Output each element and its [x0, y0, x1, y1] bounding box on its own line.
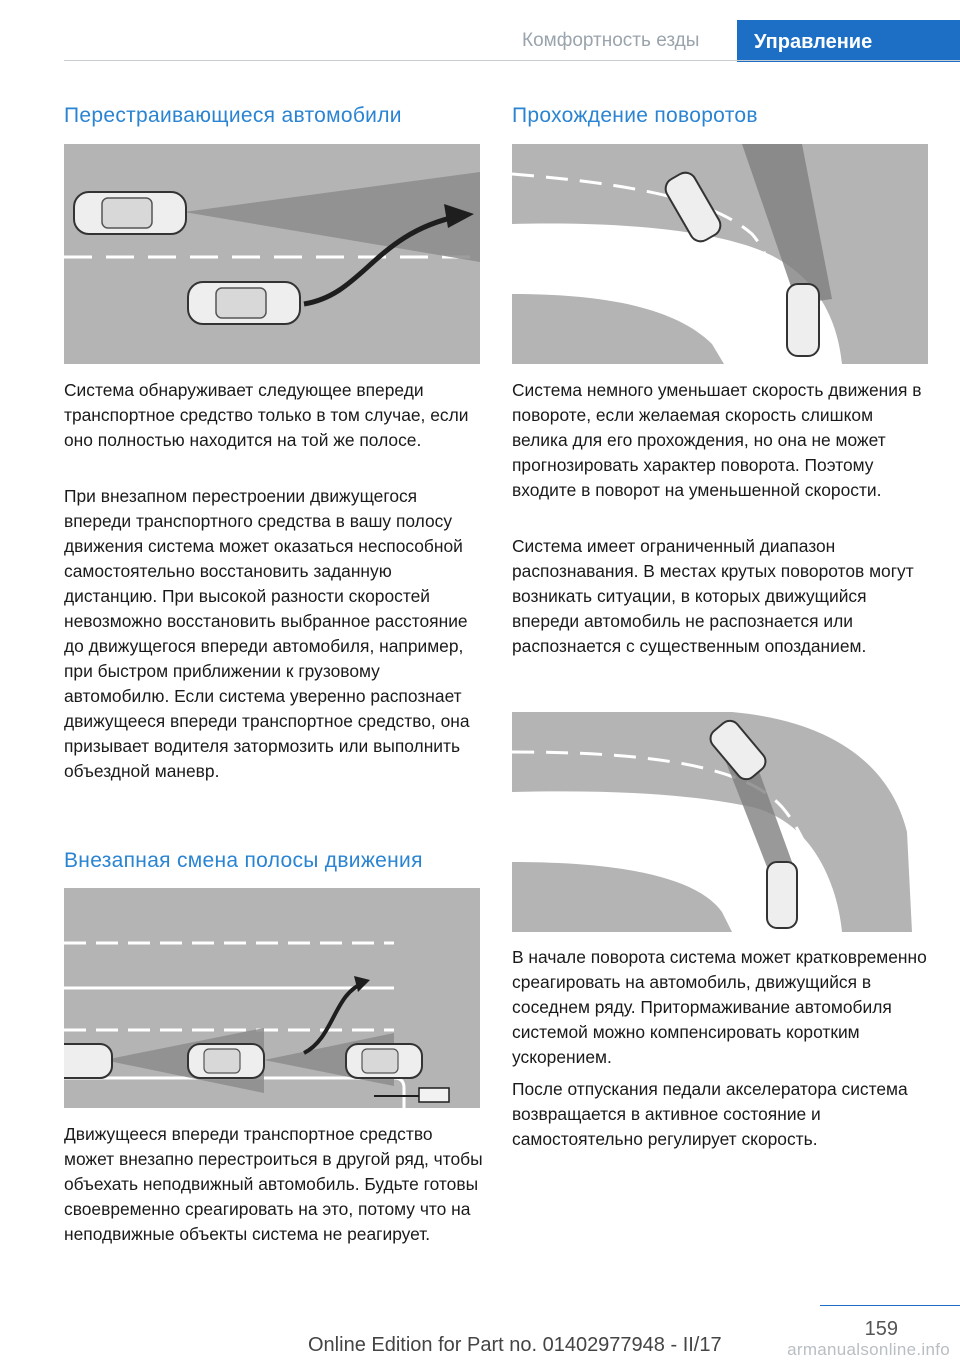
- paragraph-sudden-cut-in: При внезапном перестроении движущегося впереди транспортного средства в вашу полосу движения система может оказаться неспособной самостоятельно восстановить заданную дистанцию. При высокой разности скоростей невозможно восстановить выбранное расстояние до движущегося впереди автомобиля, например, при быстром приближении к грузовому автомобилю. Если система уверенно распознает движущееся впереди транспортное средство, она призывает водителя затормозить или выполнить объездной маневр.: [64, 486, 470, 781]
- illustration-sudden-lane-change: [64, 888, 480, 1108]
- paragraph-curve-reaction: В начале поворота система может кратковременно среагировать на автомобиль, движущийся в соседнем ряду. Притормаживание автомобиля системой можно компенсировать коротким ускорением.: [512, 947, 927, 1067]
- header-section-title: Комфортность езды: [522, 30, 700, 51]
- footer-divider: [820, 1305, 960, 1306]
- illustration-cutting-in: [64, 144, 480, 364]
- paragraph-detection: Система обнаруживает следующее впереди транспортное средство только в том случае, если оно полностью находится на той же полосе.: [64, 380, 469, 450]
- own-car-icon: [787, 284, 819, 356]
- own-car-icon: [188, 282, 300, 324]
- own-car-icon: [64, 1044, 112, 1078]
- own-car-icon: [767, 862, 797, 928]
- car-ahead-icon: [74, 192, 186, 234]
- car-ahead-icon: [188, 1044, 264, 1078]
- heading-cutting-in-vehicles: Перестраивающиеся автомобили: [64, 104, 402, 127]
- heading-sudden-lane-change: Внезапная смена полосы движения: [64, 849, 423, 872]
- illustration-cornering: [512, 144, 928, 364]
- header-chapter-tab: Управление: [737, 20, 960, 62]
- paragraph-corner-speed: Система немного уменьшает скорость движения в повороте, если желаемая скорость слишком велика для его прохождения, но она не может прогнозировать характер поворота. Поэтому входите в поворот на уменьшенной скорости.: [512, 380, 922, 500]
- paragraph-accelerator-release: После отпускания педали акселератора система возвращается в активное состояние и самостоятельно регулирует скорость.: [512, 1079, 908, 1149]
- page-number: 159: [864, 1318, 898, 1340]
- illustration-corner-adjacent-lane: [512, 712, 928, 932]
- heading-cornering: Прохождение поворотов: [512, 104, 758, 127]
- header-divider: [64, 60, 960, 61]
- edition-note: Online Edition for Part no. 01402977948 - II/17: [308, 1334, 722, 1356]
- watermark-text: armanualsonline.info: [787, 1340, 950, 1359]
- stationary-car-icon: [346, 1044, 422, 1078]
- paragraph-lane-change-warning: Движущееся впереди транспортное средство может внезапно перестроиться в другой ряд, чтобы объехать неподвижный автомобиль. Будьте готовы своевременно среагировать на это, потому что на неподвижные объекты система не реагирует.: [64, 1124, 483, 1244]
- paragraph-detection-range: Система имеет ограниченный диапазон распознавания. В местах крутых поворотов могут возникать ситуации, в которых движущийся впереди автомобиль не распознается или распознается с существенным опозданием.: [512, 536, 914, 656]
